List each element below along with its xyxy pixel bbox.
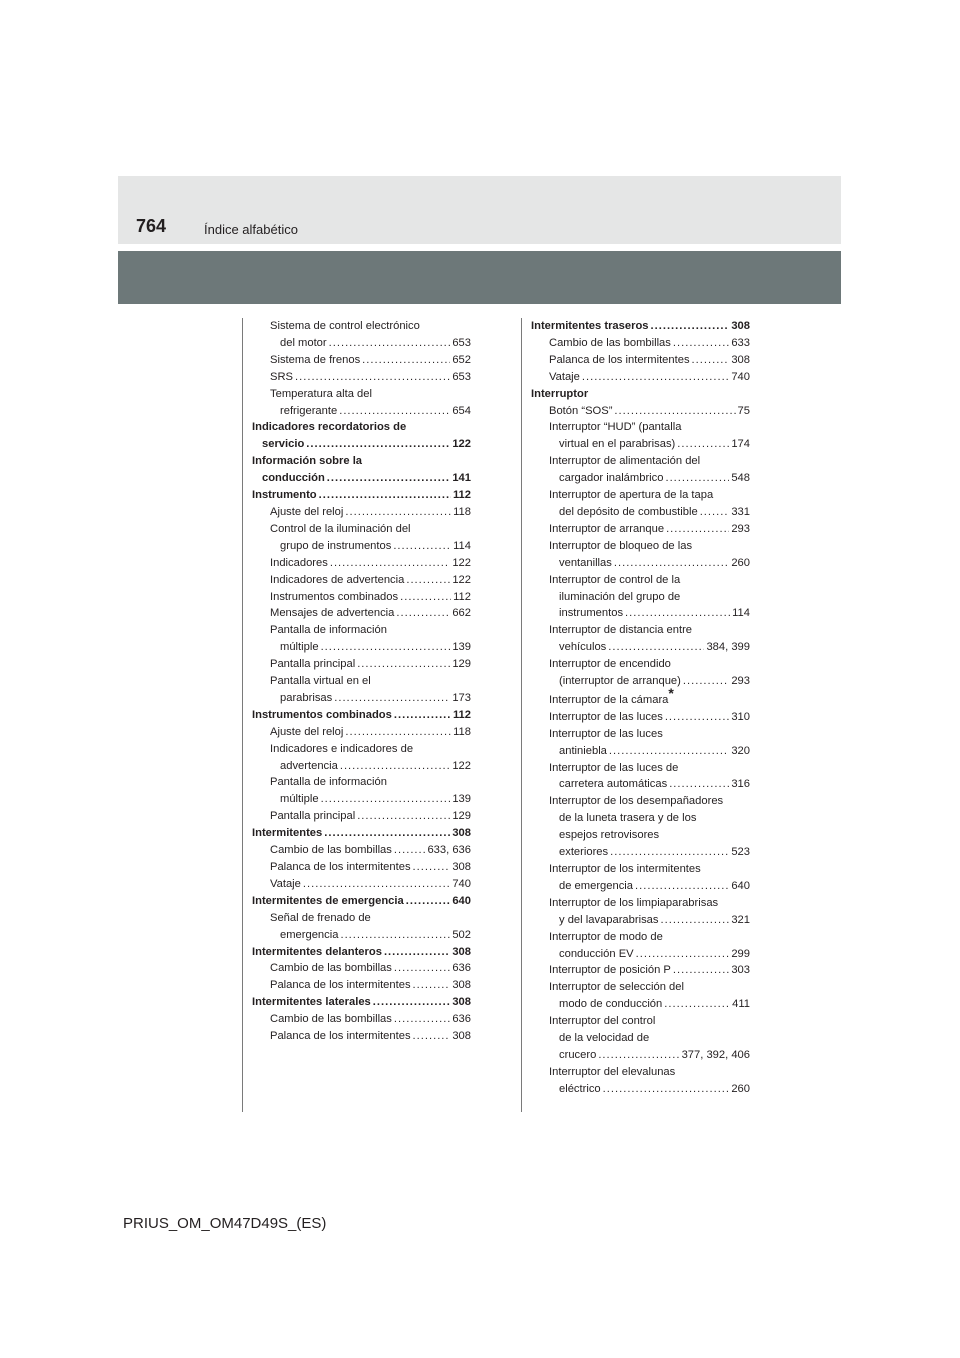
- index-entry: [252, 589, 471, 606]
- index-entry-text: del depósito de combustible: [559, 505, 698, 518]
- index-entry-text: Señal de frenado de: [270, 911, 371, 924]
- index-page-ref: 640: [731, 879, 750, 892]
- index-entry-text: Indicadores: [270, 556, 328, 569]
- index-entry-text: Ajuste del reloj: [270, 505, 344, 518]
- dot-leader: [321, 639, 451, 656]
- page-number: 764: [136, 216, 167, 236]
- index-entry-text: Instrumentos combinados: [252, 708, 392, 721]
- index-entry: [531, 979, 750, 1013]
- index-entry: [531, 335, 750, 352]
- index-page-ref: 640: [452, 894, 471, 907]
- index-entry: [252, 825, 471, 842]
- index-page-ref: 75: [737, 404, 750, 417]
- dot-leader: [700, 504, 730, 521]
- index-page-ref: 636: [452, 962, 471, 975]
- dot-leader: [345, 504, 451, 521]
- index-entry: [252, 318, 471, 352]
- index-page-ref: 636: [452, 1013, 471, 1026]
- column-rule-left: [242, 318, 243, 1112]
- dot-leader: [625, 605, 730, 622]
- index-entry: [531, 487, 750, 521]
- index-entry-text: Interruptor de los desempañadores: [549, 795, 724, 808]
- index-entry-text: Interruptor de apertura de la tapa: [549, 489, 714, 502]
- dot-leader: [357, 656, 450, 673]
- dot-leader: [598, 1047, 679, 1064]
- index-entry-text: exteriores: [559, 846, 609, 859]
- index-page-ref: 260: [731, 556, 750, 569]
- index-page-ref: 114: [732, 607, 750, 620]
- dot-leader: [610, 844, 729, 861]
- index-entry-text: Interruptor del control: [549, 1015, 656, 1028]
- dot-leader: [334, 690, 450, 707]
- index-page-ref: 523: [731, 846, 750, 859]
- index-page-ref: 139: [452, 641, 471, 654]
- index-page-ref: 122: [452, 573, 471, 586]
- index-entry: [531, 1064, 750, 1098]
- index-page-ref: 112: [453, 590, 471, 603]
- dot-leader: [406, 572, 450, 589]
- index-entry: [252, 605, 471, 622]
- index-entry-text: múltiple: [280, 793, 319, 806]
- dot-leader: [609, 743, 729, 760]
- index-entry: [531, 726, 750, 760]
- index-entry: [531, 318, 750, 335]
- index-entry: [252, 487, 471, 504]
- index-entry-text: Temperatura alta del: [270, 387, 372, 400]
- footnote-asterisk: *: [668, 684, 674, 701]
- index-entry-text: Sistema de frenos: [270, 353, 361, 366]
- index-page-ref: 653: [452, 336, 471, 349]
- index-entry-text: parabrisas: [280, 691, 333, 704]
- index-entry-text: Interruptor de alimentación del: [549, 455, 701, 468]
- dot-leader: [394, 707, 451, 724]
- index-entry-text: Pantalla virtual en el: [270, 675, 371, 688]
- index-entry: [252, 352, 471, 369]
- index-page-ref: 548: [731, 472, 750, 485]
- index-entry: [252, 994, 471, 1011]
- index-page-ref: 293: [731, 522, 750, 535]
- index-entry-text: crucero: [559, 1048, 597, 1061]
- index-entry: [252, 808, 471, 825]
- index-entry-text: Interruptor de la cámara: [549, 693, 669, 706]
- index-entry-text: Botón “SOS”: [549, 404, 613, 417]
- index-entry: [531, 709, 750, 726]
- index-entry: [252, 707, 471, 724]
- index-page-ref: 654: [452, 404, 471, 417]
- dot-leader: [635, 878, 729, 895]
- dot-leader: [319, 487, 451, 504]
- index-entry-text: Interruptor de las luces: [549, 727, 663, 740]
- index-page-ref: 129: [452, 658, 471, 671]
- index-entry-text: advertencia: [280, 759, 338, 772]
- dot-leader: [665, 470, 729, 487]
- index-entry-text: vehículos: [559, 641, 607, 654]
- index-entry: [252, 842, 471, 859]
- index-entry-text: Interruptor de control de la: [549, 573, 681, 586]
- index-page-ref: 662: [452, 607, 471, 620]
- index-entry: [252, 1011, 471, 1028]
- column-rule-middle: [521, 318, 522, 1112]
- index-page-ref: 308: [452, 861, 471, 873]
- dot-leader: [669, 776, 729, 793]
- index-entry-text: iluminación del grupo de: [559, 590, 681, 603]
- index-page-ref: 308: [731, 320, 750, 332]
- index-page-ref: 321: [731, 913, 750, 926]
- index-entry-text: Cambio de las bombillas: [549, 336, 671, 349]
- index-column-right: [531, 318, 750, 1098]
- document-code: PRIUS_OM_OM47D49S_(ES): [123, 1215, 327, 1232]
- index-page-ref: 173: [452, 691, 471, 704]
- index-entry-text: Ajuste del reloj: [270, 725, 344, 738]
- index-page-ref: 122: [452, 556, 471, 569]
- dot-leader: [692, 352, 730, 369]
- index-page-ref: 122: [452, 759, 471, 772]
- index-entry: [252, 774, 471, 808]
- index-entry-text: Interruptor de posición P: [549, 964, 671, 977]
- index-entry-text: Indicadores de advertencia: [270, 573, 405, 586]
- index-entry-text: antiniebla: [559, 744, 607, 757]
- index-entry-text: Intermitentes de emergencia: [252, 894, 404, 907]
- index-page-ref: 633: [731, 336, 750, 349]
- index-entry: [531, 684, 750, 709]
- dot-leader: [413, 859, 451, 876]
- index-page-ref: 652: [452, 353, 471, 366]
- index-entry-text: ventanillas: [559, 556, 612, 569]
- index-entry-text: Interruptor del elevalunas: [549, 1065, 676, 1078]
- dot-leader: [582, 369, 729, 386]
- index-entry-text: Interruptor: [531, 387, 589, 400]
- index-entry-text: Indicadores recordatorios de: [252, 421, 407, 434]
- index-entry-text: de emergencia: [559, 879, 634, 892]
- index-entry: [252, 419, 471, 453]
- dot-leader: [339, 403, 450, 420]
- index-page-ref: 114: [453, 539, 471, 552]
- index-entry-text: Intermitentes: [252, 827, 323, 840]
- index-entry-text: Cambio de las bombillas: [270, 844, 392, 857]
- section-title: Índice alfabético: [204, 222, 298, 237]
- dot-leader: [340, 927, 450, 944]
- index-entry: [252, 504, 471, 521]
- index-page-ref: 293: [731, 675, 750, 688]
- dot-leader: [340, 758, 450, 775]
- index-entry: [252, 910, 471, 944]
- dot-leader: [636, 946, 730, 963]
- index-entry: [531, 369, 750, 386]
- dot-leader: [396, 605, 450, 622]
- dot-leader: [324, 825, 450, 842]
- index-entry-text: Vataje: [270, 877, 301, 890]
- index-entry-text: de la velocidad de: [559, 1032, 650, 1045]
- dot-leader: [394, 1011, 450, 1028]
- index-page-ref: 118: [453, 725, 471, 738]
- index-entry: [252, 656, 471, 673]
- index-page-ref: 310: [731, 710, 750, 723]
- index-entry-text: Vataje: [549, 370, 580, 383]
- dot-leader: [357, 808, 450, 825]
- index-entry-text: Palanca de los intermitentes: [270, 1030, 411, 1043]
- index-entry-text: Interruptor de encendido: [549, 658, 671, 671]
- dot-leader: [393, 538, 451, 555]
- index-entry: [531, 352, 750, 369]
- index-entry-text: múltiple: [280, 641, 319, 654]
- index-page-ref: 633, 636: [427, 844, 471, 857]
- index-page-ref: 316: [731, 778, 750, 791]
- index-page-ref: 129: [452, 810, 471, 823]
- dot-leader: [373, 994, 451, 1011]
- index-entry-text: Interruptor de selección del: [549, 981, 684, 994]
- dot-leader: [345, 724, 451, 741]
- index-entry: [531, 1013, 750, 1064]
- index-entry-text: Mensajes de advertencia: [270, 607, 395, 620]
- index-entry: [252, 369, 471, 386]
- index-entry-text: Interruptor de arranque: [549, 522, 665, 535]
- index-entry-text: Información sobre la: [252, 455, 363, 468]
- index-entry: [531, 403, 750, 420]
- index-page-ref: 308: [452, 979, 471, 992]
- dot-leader: [384, 944, 450, 961]
- index-entry: [252, 977, 471, 994]
- index-entry-text: Intermitentes traseros: [531, 320, 649, 332]
- dot-leader: [394, 842, 426, 859]
- index-entry-text: virtual en el parabrisas): [559, 438, 676, 451]
- index-entry-text: del motor: [280, 336, 327, 349]
- index-entry: [252, 572, 471, 589]
- index-entry: [531, 622, 750, 656]
- index-page-ref: 260: [731, 1082, 750, 1095]
- index-entry-text: (interruptor de arranque): [559, 675, 681, 688]
- index-entry: [252, 386, 471, 420]
- index-entry: [252, 741, 471, 775]
- index-entry-text: emergencia: [280, 928, 339, 941]
- index-entry: [531, 386, 750, 403]
- index-entry-text: Intermitentes laterales: [252, 996, 371, 1009]
- dot-leader: [329, 335, 451, 352]
- dot-leader: [295, 369, 450, 386]
- index-page-ref: 308: [731, 353, 750, 366]
- index-entry-text: modo de conducción: [559, 998, 663, 1011]
- index-entry: [252, 944, 471, 961]
- index-entry: [531, 895, 750, 929]
- dot-leader: [413, 977, 451, 994]
- index-entry-text: Palanca de los intermitentes: [270, 861, 411, 873]
- index-page-ref: 174: [731, 438, 750, 451]
- index-page-ref: 308: [452, 1030, 471, 1043]
- index-entry: [531, 861, 750, 895]
- index-page-ref: 740: [452, 877, 471, 890]
- index-entry-text: Cambio de las bombillas: [270, 1013, 392, 1026]
- index-entry: [531, 962, 750, 979]
- dot-leader: [330, 555, 450, 572]
- dot-leader: [677, 436, 729, 453]
- index-entry-text: Interruptor de las luces: [549, 710, 663, 723]
- dot-leader: [327, 470, 451, 487]
- index-page-ref: 112: [452, 489, 471, 502]
- index-entry-text: SRS: [270, 370, 294, 383]
- dot-leader: [664, 996, 730, 1013]
- index-entry-text: Intermitentes delanteros: [252, 945, 382, 958]
- index-entry-text: eléctrico: [559, 1082, 601, 1095]
- index-page-ref: 141: [452, 472, 471, 485]
- dot-leader: [400, 589, 451, 606]
- index-entry: [252, 521, 471, 555]
- dot-leader: [665, 709, 730, 726]
- index-entry-text: Interruptor de los intermitentes: [549, 863, 701, 875]
- index-page-ref: 653: [452, 370, 471, 383]
- index-entry-text: carretera automáticas: [559, 778, 668, 791]
- index-page-ref: 139: [452, 793, 471, 806]
- index-entry-text: Interruptor de las luces de: [549, 761, 679, 774]
- index-entry-text: Pantalla principal: [270, 658, 356, 671]
- index-entry-text: Interruptor de bloqueo de las: [549, 539, 693, 552]
- index-entry-text: Interruptor de distancia entre: [549, 624, 693, 637]
- dot-leader: [321, 791, 451, 808]
- index-page-ref: 308: [452, 827, 471, 840]
- index-page-ref: 411: [732, 998, 750, 1011]
- index-entry-text: Pantalla principal: [270, 810, 356, 823]
- index-page-ref: 502: [452, 928, 471, 941]
- dot-leader: [603, 1081, 730, 1098]
- dot-leader: [413, 1028, 451, 1045]
- index-entry: [252, 673, 471, 707]
- dot-leader: [306, 436, 450, 453]
- index-entry: [252, 876, 471, 893]
- index-entry-text: Pantalla de información: [270, 776, 387, 789]
- index-page-ref: 320: [731, 744, 750, 757]
- index-page-ref: 299: [731, 947, 750, 960]
- index-page-ref: 122: [452, 438, 471, 451]
- index-entry-text: Control de la iluminación del: [270, 522, 411, 535]
- index-page-ref: 377, 392, 406: [681, 1048, 750, 1061]
- index-entry-text: conducción EV: [559, 947, 634, 960]
- index-entry: [252, 555, 471, 572]
- index-page-ref: 308: [452, 945, 471, 958]
- index-entry: [252, 724, 471, 741]
- index-entry-text: Palanca de los intermitentes: [549, 353, 690, 366]
- index-entry: [531, 453, 750, 487]
- index-entry: [252, 1028, 471, 1045]
- dot-leader: [673, 962, 729, 979]
- dot-leader: [661, 912, 730, 929]
- index-page-ref: 308: [452, 996, 471, 1009]
- index-entry: [531, 419, 750, 453]
- index-entry: [531, 656, 750, 690]
- index-entry-text: refrigerante: [280, 404, 338, 417]
- index-entry-text: Interruptor de modo de: [549, 930, 663, 943]
- dot-leader: [666, 521, 729, 538]
- dot-leader: [362, 352, 450, 369]
- index-entry-text: Cambio de las bombillas: [270, 962, 392, 975]
- dot-leader: [673, 335, 729, 352]
- dot-leader: [608, 639, 704, 656]
- index-entry-text: instrumentos: [559, 607, 624, 620]
- index-entry: [531, 760, 750, 794]
- index-entry: [252, 622, 471, 656]
- index-column-left: [252, 318, 471, 1045]
- index-entry: [252, 453, 471, 487]
- index-entry-text: conducción: [262, 472, 325, 485]
- index-entry-text: Instrumento: [252, 489, 317, 502]
- index-entry-text: y del lavaparabrisas: [559, 913, 659, 926]
- index-entry-text: Interruptor “HUD” (pantalla: [549, 421, 682, 434]
- index-entry-text: Interruptor de los limpiaparabrisas: [549, 896, 719, 909]
- index-entry-text: servicio: [262, 438, 305, 451]
- index-page-ref: 303: [731, 964, 750, 977]
- dot-leader: [394, 960, 450, 977]
- index-page-ref: 384, 399: [706, 641, 750, 654]
- dot-leader: [683, 673, 729, 690]
- index-entry-text: Sistema de control electrónico: [270, 320, 420, 332]
- index-entry: [252, 893, 471, 910]
- dot-leader: [651, 318, 730, 335]
- index-entry: [531, 929, 750, 963]
- dot-leader: [614, 403, 735, 420]
- index-entry: [531, 538, 750, 572]
- index-entry: [531, 521, 750, 538]
- index-page-ref: 118: [453, 505, 471, 518]
- index-entry: [252, 859, 471, 876]
- index-entry-text: Palanca de los intermitentes: [270, 979, 411, 992]
- index-entry-text: espejos retrovisores: [559, 829, 660, 842]
- index-page-ref: 331: [731, 505, 750, 518]
- index-page-ref: 740: [731, 370, 750, 383]
- index-entry-text: grupo de instrumentos: [280, 539, 392, 552]
- index-entry-text: de la luneta trasera y de los: [559, 812, 697, 825]
- dot-leader: [303, 876, 450, 893]
- index-entry-text: Pantalla de información: [270, 624, 387, 637]
- index-entry: [252, 960, 471, 977]
- index-page-ref: 112: [452, 708, 471, 721]
- index-entry: [531, 793, 750, 861]
- index-entry: [531, 572, 750, 623]
- dot-leader: [614, 555, 729, 572]
- index-entry-text: Instrumentos combinados: [270, 590, 399, 603]
- index-entry-text: cargador inalámbrico: [559, 472, 664, 485]
- dot-leader: [406, 893, 451, 910]
- header-band: [118, 251, 841, 304]
- index-entry-text: Indicadores e indicadores de: [270, 742, 414, 755]
